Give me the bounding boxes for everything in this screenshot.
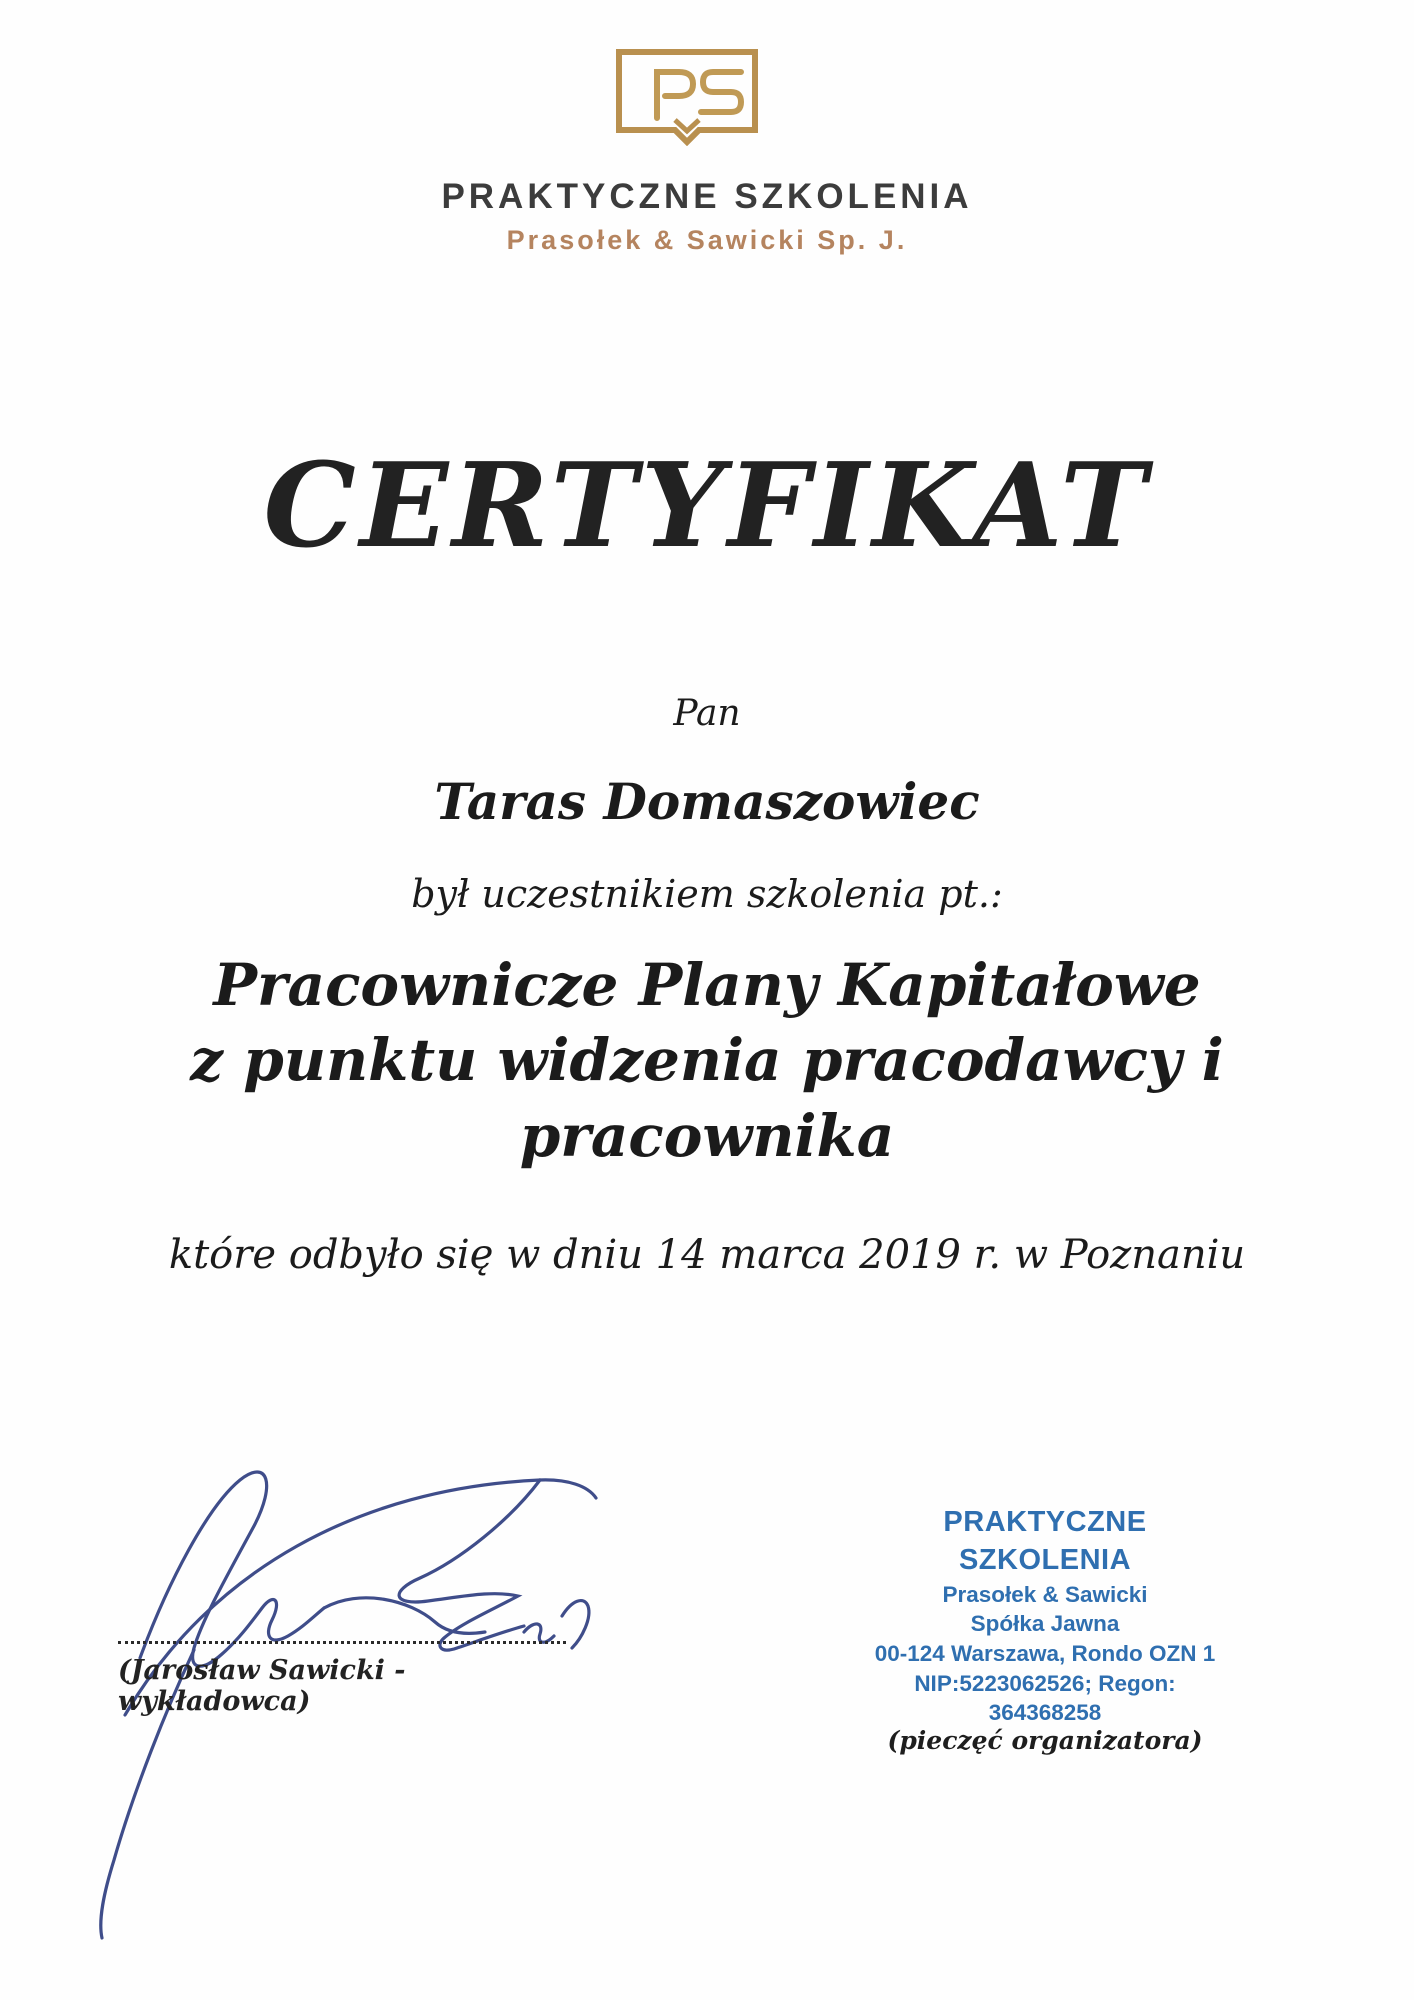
course-title-line2: z punktu widzenia pracodawcy i pracownika (190, 1026, 1224, 1170)
org-name: PRAKTYCZNE SZKOLENIA (441, 177, 973, 216)
stamp-nip-regon: NIP:5223062526; Regon: 364368258 (914, 1670, 1176, 1726)
course-title-line1: Pracownicze Plany Kapitałowe (213, 951, 1201, 1019)
signature-line (118, 1641, 566, 1644)
stamp-caption: (pieczęć organizatora) (887, 1725, 1203, 1755)
org-subtitle: Prasołek & Sawicki Sp. J. (506, 225, 908, 255)
stamp-address: 00-124 Warszawa, Rondo OZN 1 (874, 1640, 1216, 1666)
salutation: Pan (673, 693, 741, 734)
course-title (0, 948, 1414, 1174)
recipient-name: Taras Domaszowiec (434, 772, 980, 831)
stamp-partners: Prasołek & Sawicki (942, 1581, 1148, 1607)
signature-label: (Jarosław Sawicki - wykładowca) (118, 1655, 406, 1717)
header (0, 42, 1414, 256)
stamp-org-name: PRAKTYCZNE SZKOLENIA (943, 1506, 1147, 1577)
participation-line: był uczestnikiem szkolenia pt.: (411, 872, 1003, 916)
event-date-line: które odbyło się w dniu 14 marca 2019 r. w Poznaniu (168, 1232, 1246, 1278)
stamp-company-type: Spółka Jawna (970, 1611, 1120, 1637)
organizer-stamp (855, 1503, 1235, 1757)
ps-open-book-logo (605, 42, 769, 151)
certificate-title: CERTYFIKAT (263, 438, 1151, 574)
